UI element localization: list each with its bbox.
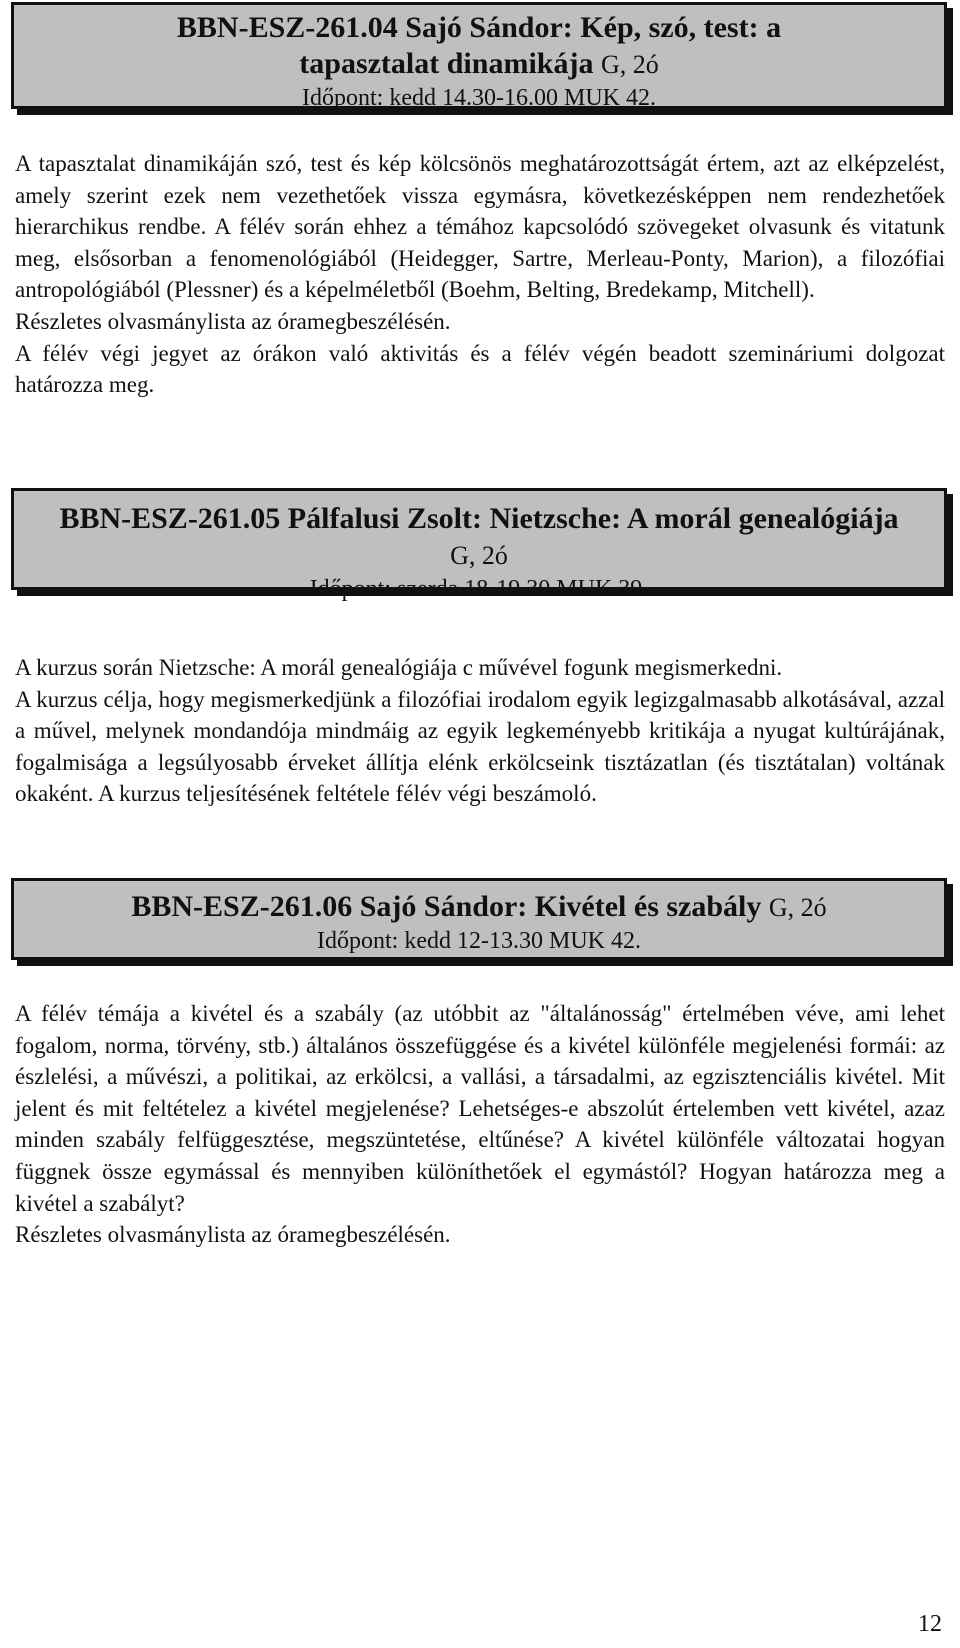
course-title [14,889,944,926]
paragraph: A kurzus során Nietzsche: A morál genealógiája c művével fogunk megismerkedni. [15,655,783,680]
paragraph: Részletes olvasmánylista az óramegbeszélésén. [15,1222,451,1248]
course-header-box [11,878,947,960]
paragraph: A kurzus célja, hogy megismerkedjünk a filozófiai irodalom egyik legizgalmasabb alkotásával, azzal a művel, melynek mondandója mindmáig az egyik legkeményebb kritikája a nyugat kultúrájának, fogalmisága a legsúlyosabb érveket állítja elénk erkölcseink tisztázatlan (és tisztátalan) voltának okaként. A kurzus teljesítésének feltétele félév végi beszámoló. [15,686,945,807]
course-header-box [11,2,947,109]
course-time: Időpont: szerda 18-19.30 MUK 39. [309,576,649,602]
course-time: Időpont: kedd 14.30-16.00 MUK 42. [302,85,656,111]
course-meta: G, 2ó [768,893,827,922]
page-number: 12 [918,1611,942,1637]
paragraph: A félév témája a kivétel és a szabály (az utóbbit az "általánosság" értelmében véve, ami lehet fogalom, norma, törvény, stb.) általános összefüggése és a kivétel különféle megjelenési formái: az észlelési, a művészi, a politikai, az erkölcsi, a vallási, a társadalmi, az egzisztenciális kivétel. Mit jelent és mit feltételez a kivétel megjelenése? Lehetséges-e abszolút értelemben vett kivétel, azaz minden szabály felfüggesztése, megszüntetése, eltűnése? A kivétel különféle változatai hogyan függnek össze egymással és mennyiben különíthetőek el egymástól? Hogyan határozza meg a kivétel a szabályt? [15,1001,945,1216]
course-meta: G, 2ó [450,541,508,570]
course-meta: G, 2ó [600,50,659,79]
course-title [14,10,944,83]
course-header-box [11,488,947,602]
course-title-text: BBN-ESZ-261.06 Sajó Sándor: Kivétel és szabály [131,890,762,923]
course-description [15,652,945,810]
course-description [15,148,945,401]
course-title-text: BBN-ESZ-261.05 Pálfalusi Zsolt: Nietzsche: A morál genealógiája [59,502,899,535]
course-title [14,501,944,574]
course-description [15,998,945,1251]
paragraph: A félév végi jegyet az órákon való aktivitás és a félév végén beadott szemináriumi dolgozat határozza meg. [15,340,945,398]
paragraph: Részletes olvasmánylista az óramegbeszélésén. [15,308,451,334]
course-time: Időpont: kedd 12-13.30 MUK 42. [317,928,641,954]
course-title-text: BBN-ESZ-261.04 Sajó Sándor: Kép, szó, test: a tapasztalat dinamikája [176,11,782,80]
paragraph: A tapasztalat dinamikáján szó, test és kép kölcsönös meghatározottságát értem, azt az elképzelést, amely szerint ezek nem vezethetőek vissza egymásra, következésképpen nem rendezhetőek hierarchikus rendbe. A félév során ehhez a témához kapcsolódó szövegeket olvasunk és vitatunk meg, elsősorban a fenomenológiából (Heidegger, Sartre, Merleau-Ponty, Marion), a filozófiai antropológiából (Plessner) és a képelméletből (Boehm, Belting, Bredekamp, Mitchell). [15,151,945,303]
